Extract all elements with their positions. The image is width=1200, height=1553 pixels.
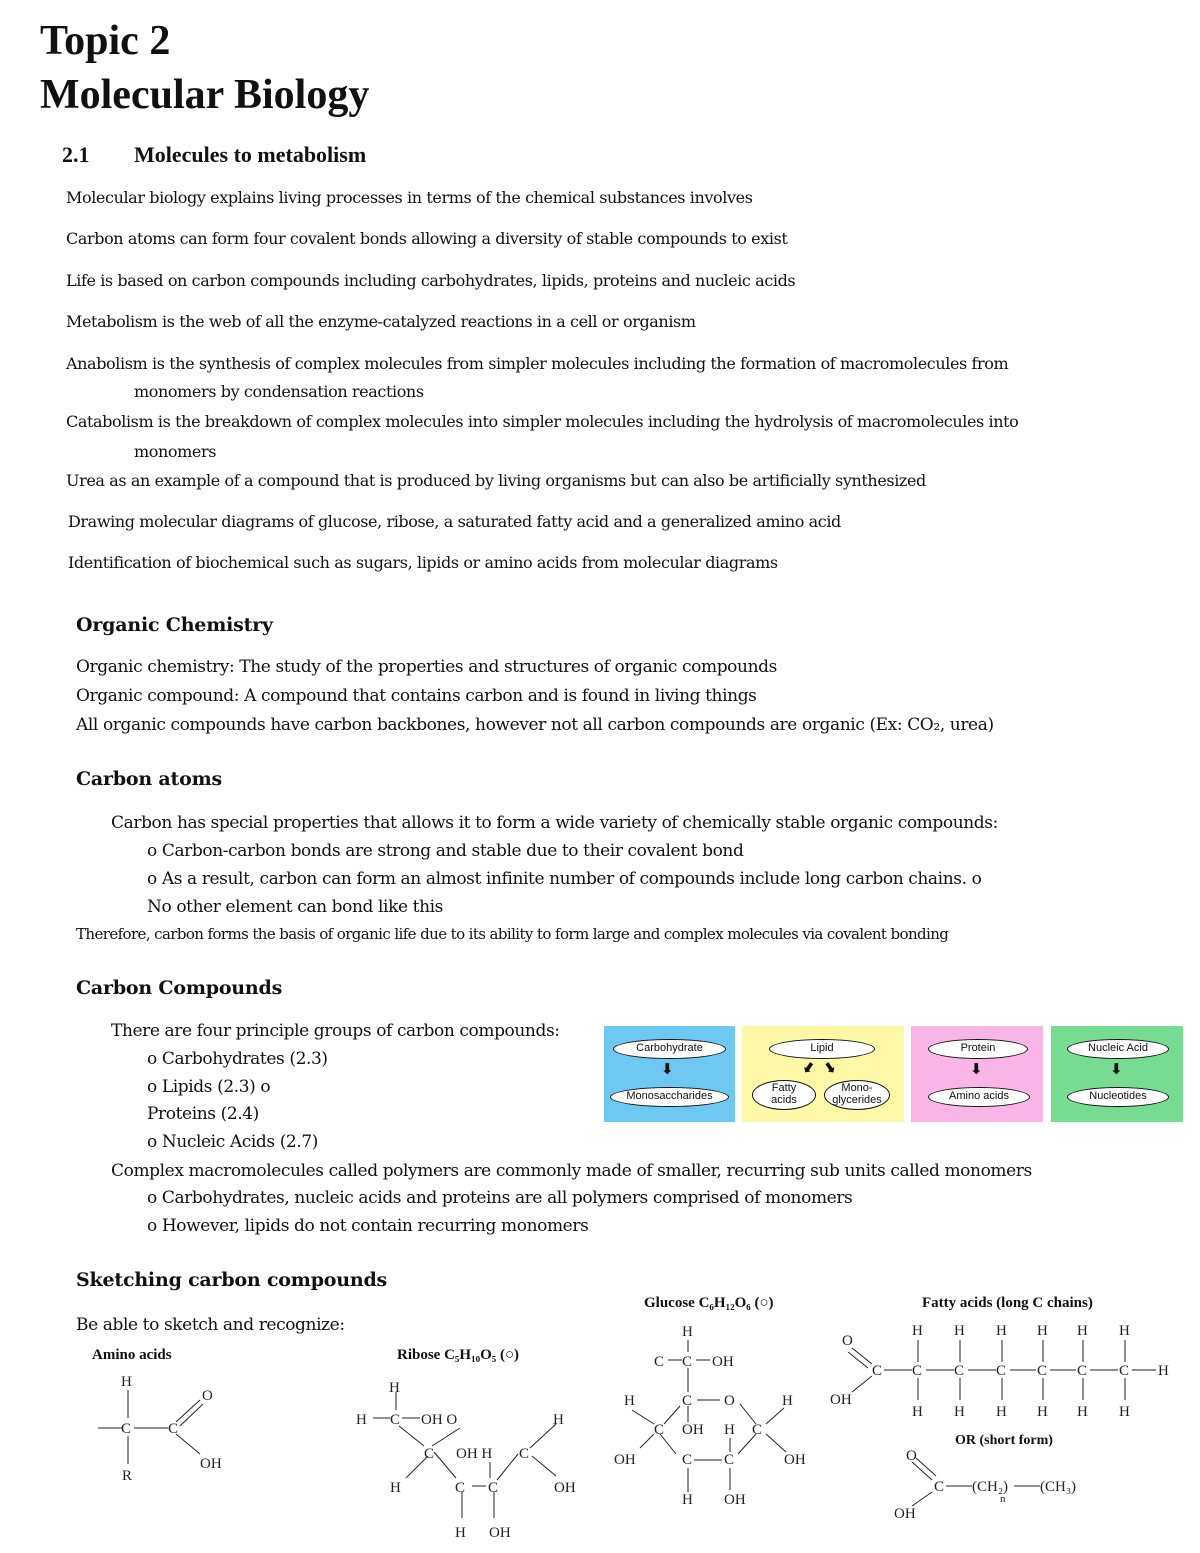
svg-text:C: C xyxy=(519,1446,530,1462)
arrow-down-icon: ⬇ xyxy=(1110,1060,1123,1078)
svg-text:H: H xyxy=(1077,1404,1088,1420)
objective-7: Urea as an example of a compound that is produced by living organisms but can also be artificially synthesized xyxy=(66,471,926,490)
svg-text:C: C xyxy=(1119,1363,1130,1379)
compounds-sub-1: o Carbohydrates, nucleic acids and proteins are all polymers comprised of monomers xyxy=(147,1188,853,1208)
carbon-conclusion: Therefore, carbon forms the basis of organic life due to its ability to form large and complex molecules via covalent bonding xyxy=(76,925,949,943)
svg-text:O: O xyxy=(906,1448,917,1464)
fatty-acids-caption: Fatty acids (long C chains) xyxy=(922,1295,1093,1311)
svg-text:O: O xyxy=(202,1388,213,1404)
objective-5: Anabolism is the synthesis of complex molecules from simpler molecules including the formation of macromolecules from xyxy=(66,354,1009,373)
svg-text:H: H xyxy=(996,1323,1007,1339)
objective-6-cont: monomers xyxy=(134,442,217,461)
svg-text:H: H xyxy=(455,1525,466,1541)
objective-2: Carbon atoms can form four covalent bonds allowing a diversity of stable compounds to exist xyxy=(66,229,788,248)
arrow-down-icon: ⬇ xyxy=(970,1060,983,1078)
svg-text:C: C xyxy=(390,1412,401,1428)
compounds-item-4: o Nucleic Acids (2.7) xyxy=(147,1132,318,1152)
svg-text:C: C xyxy=(424,1446,435,1462)
carbon-bullet-1: o Carbon-carbon bonds are strong and stable due to their covalent bond xyxy=(147,841,744,861)
sketching-intro: Be able to sketch and recognize: xyxy=(76,1315,345,1335)
svg-text:C: C xyxy=(682,1393,693,1409)
objective-5-cont: monomers by condensation reactions xyxy=(134,382,424,401)
organic-line-1: Organic chemistry: The study of the properties and structures of organic compounds xyxy=(76,657,777,677)
svg-text:H: H xyxy=(356,1412,367,1428)
page-title: Molecular Biology xyxy=(40,72,370,118)
compounds-item-2: o Lipids (2.3) o xyxy=(147,1077,271,1097)
svg-text:C: C xyxy=(872,1363,883,1379)
svg-text:C: C xyxy=(912,1363,923,1379)
objective-3: Life is based on carbon compounds including carbohydrates, lipids, proteins and nucleic acids xyxy=(66,271,796,290)
svg-text:O: O xyxy=(724,1393,735,1409)
svg-text:C: C xyxy=(488,1480,499,1496)
svg-text:H: H xyxy=(1119,1323,1130,1339)
svg-text:C: C xyxy=(682,1354,693,1370)
topic-title: Topic 2 xyxy=(40,18,171,64)
compounds-heading: Carbon Compounds xyxy=(76,977,283,999)
compounds-sub-2: o However, lipids do not contain recurring monomers xyxy=(147,1216,589,1236)
carbon-intro: Carbon has special properties that allows it to form a wide variety of chemically stable organic compounds: xyxy=(111,813,998,833)
svg-text:OH: OH xyxy=(724,1492,746,1508)
svg-text:H: H xyxy=(724,1422,735,1438)
svg-text:H: H xyxy=(624,1393,635,1409)
fatty-acids-pill: Fatty acids xyxy=(752,1080,816,1110)
nucleotides-pill: Nucleotides xyxy=(1067,1087,1169,1107)
svg-text:OH O: OH O xyxy=(421,1412,458,1428)
amino-acids-pill: Amino acids xyxy=(928,1087,1030,1107)
svg-text:C: C xyxy=(954,1363,965,1379)
carbon-bullet-2: o As a result, carbon can form an almost infinite number of compounds include long carbon chains. o xyxy=(147,869,982,889)
carbon-atoms-heading: Carbon atoms xyxy=(76,768,222,790)
svg-text:OH: OH xyxy=(554,1480,576,1496)
section-title: Molecules to metabolism xyxy=(134,142,367,167)
svg-text:C: C xyxy=(724,1452,735,1468)
svg-text:C: C xyxy=(121,1421,132,1437)
svg-text:C: C xyxy=(654,1422,665,1438)
svg-text:OH: OH xyxy=(830,1392,852,1408)
svg-text:C: C xyxy=(654,1354,665,1370)
sketching-heading: Sketching carbon compounds xyxy=(76,1269,388,1291)
svg-text:C: C xyxy=(1077,1363,1088,1379)
svg-text:H: H xyxy=(912,1323,923,1339)
svg-text:C: C xyxy=(752,1422,763,1438)
svg-text:H: H xyxy=(1037,1323,1048,1339)
svg-text:OH: OH xyxy=(489,1525,511,1541)
svg-text:H: H xyxy=(1158,1363,1169,1379)
objective-8: Drawing molecular diagrams of glucose, ribose, a saturated fatty acid and a generalized amino acid xyxy=(68,512,841,531)
svg-text:H: H xyxy=(1037,1404,1048,1420)
section-number: 2.1 xyxy=(62,142,90,167)
svg-text:R: R xyxy=(122,1468,133,1484)
carbohydrate-pill: Carbohydrate xyxy=(613,1039,726,1059)
organic-line-3: All organic compounds have carbon backbones, however not all carbon compounds are organic (Ex: CO₂, urea) xyxy=(76,715,994,735)
svg-text:C: C xyxy=(996,1363,1007,1379)
protein-pill: Protein xyxy=(928,1039,1028,1059)
svg-text:(CH₂): (CH₂) xyxy=(972,1479,1009,1495)
glucose-caption: Glucose C₆H₁₂O₆ (○) xyxy=(644,1295,774,1311)
svg-text:H: H xyxy=(912,1404,923,1420)
svg-text:C: C xyxy=(455,1480,466,1496)
compounds-item-3: Proteins (2.4) xyxy=(147,1104,259,1124)
svg-text:OH: OH xyxy=(784,1452,806,1468)
svg-text:O: O xyxy=(842,1333,853,1349)
monosaccharides-pill: Monosaccharides xyxy=(610,1087,729,1107)
svg-text:H: H xyxy=(682,1492,693,1508)
arrow-down-right-icon: ⬇ xyxy=(819,1057,841,1079)
svg-text:C: C xyxy=(934,1479,945,1495)
svg-text:C: C xyxy=(682,1452,693,1468)
svg-text:C: C xyxy=(168,1421,179,1437)
svg-text:C: C xyxy=(1037,1363,1048,1379)
svg-text:H: H xyxy=(553,1412,564,1428)
amino-acids-caption: Amino acids xyxy=(92,1347,172,1363)
svg-text:H: H xyxy=(682,1324,693,1340)
svg-text:OH: OH xyxy=(614,1452,636,1468)
svg-text:H: H xyxy=(996,1404,1007,1420)
svg-text:OH: OH xyxy=(200,1456,222,1472)
objective-9: Identification of biochemical such as sugars, lipids or amino acids from molecular diagrams xyxy=(68,553,778,572)
carbon-bullet-3: No other element can bond like this xyxy=(147,897,443,917)
arrow-down-icon: ⬇ xyxy=(661,1060,674,1078)
objective-6: Catabolism is the breakdown of complex molecules into simpler molecules including the hydrolysis of macromolecules into xyxy=(66,412,1019,431)
svg-text:H: H xyxy=(121,1374,132,1390)
compounds-polymers: Complex macromolecules called polymers are commonly made of smaller, recurring sub units called monomers xyxy=(111,1161,1032,1181)
svg-text:OH: OH xyxy=(712,1354,734,1370)
svg-text:H: H xyxy=(1119,1404,1130,1420)
svg-text:H: H xyxy=(954,1404,965,1420)
objective-1: Molecular biology explains living processes in terms of the chemical substances involves xyxy=(66,188,753,207)
compounds-item-1: o Carbohydrates (2.3) xyxy=(147,1049,328,1069)
svg-text:H: H xyxy=(782,1393,793,1409)
svg-text:OH: OH xyxy=(682,1422,704,1438)
svg-text:(CH₃): (CH₃) xyxy=(1040,1479,1077,1495)
svg-text:OH H: OH H xyxy=(456,1446,493,1462)
objective-4: Metabolism is the web of all the enzyme-catalyzed reactions in a cell or organism xyxy=(66,312,696,331)
nucleic-acid-pill: Nucleic Acid xyxy=(1067,1039,1169,1059)
arrow-down-left-icon: ⬇ xyxy=(797,1057,819,1079)
lipid-pill: Lipid xyxy=(769,1039,875,1059)
svg-text:H: H xyxy=(389,1380,400,1396)
svg-text:H: H xyxy=(390,1480,401,1496)
compounds-intro: There are four principle groups of carbon compounds: xyxy=(111,1021,560,1041)
organic-line-2: Organic compound: A compound that contains carbon and is found in living things xyxy=(76,686,757,706)
svg-text:OH: OH xyxy=(894,1506,916,1522)
organic-heading: Organic Chemistry xyxy=(76,614,273,636)
svg-text:n: n xyxy=(1000,1493,1006,1505)
monoglycerides-pill: Mono-glycerides xyxy=(824,1080,890,1110)
svg-text:H: H xyxy=(1077,1323,1088,1339)
ribose-caption: Ribose C₅H₁₀O₅ (○) xyxy=(397,1347,520,1363)
short-form-caption: OR (short form) xyxy=(955,1433,1053,1448)
svg-text:H: H xyxy=(954,1323,965,1339)
